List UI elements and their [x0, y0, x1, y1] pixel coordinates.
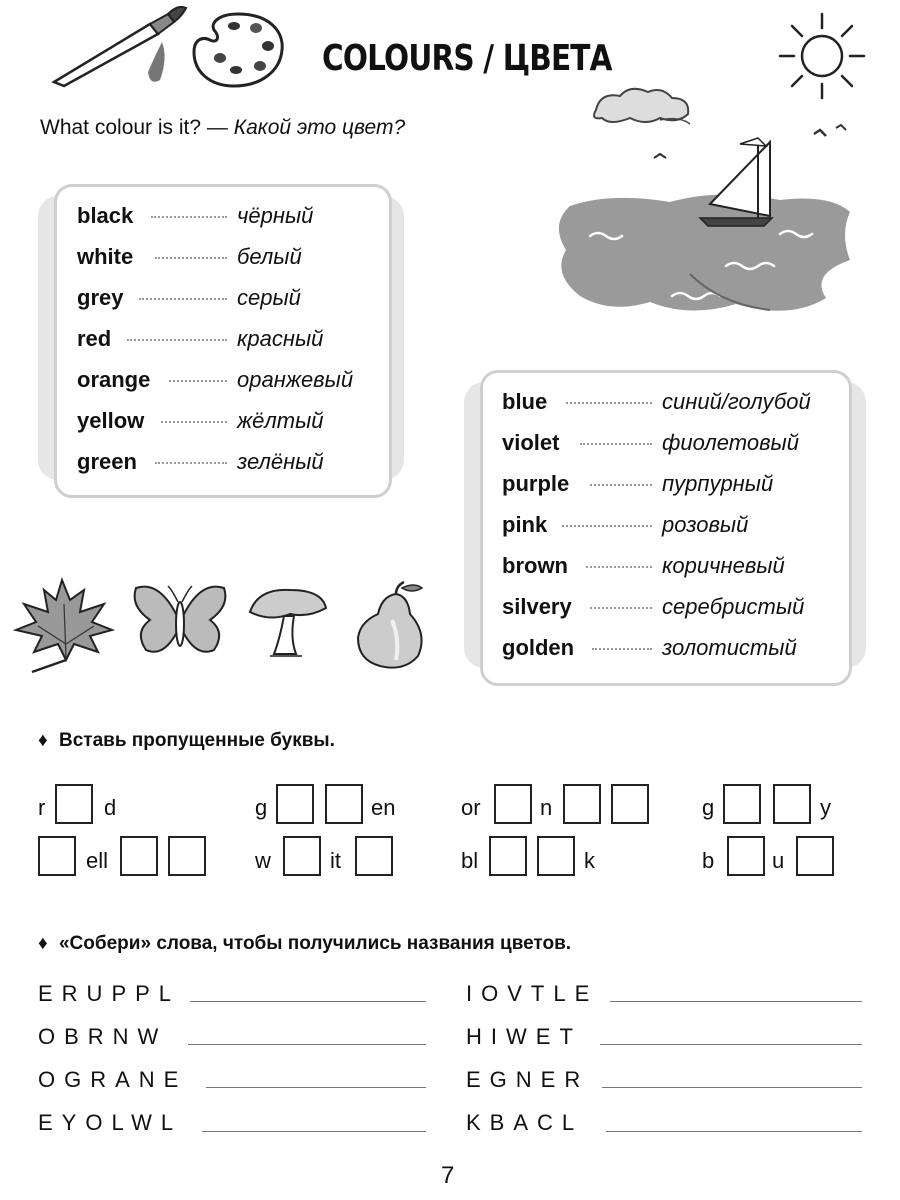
scrambled-word: EYOLWL — [38, 1110, 183, 1135]
given-letter: en — [371, 795, 396, 820]
vocab-word-ru: красный — [237, 326, 324, 351]
answer-line[interactable] — [600, 1044, 862, 1045]
answer-line[interactable] — [606, 1131, 862, 1132]
letter-box[interactable] — [120, 836, 158, 876]
given-letter: b — [702, 848, 715, 873]
vocab-row — [502, 549, 842, 583]
given-letter: y — [820, 795, 831, 820]
dotted-leader — [169, 380, 227, 382]
palette-icon — [190, 10, 286, 90]
vocab-word-en: grey — [77, 285, 124, 310]
vocab-row — [77, 404, 377, 438]
vocab-word-en: red — [77, 326, 112, 351]
dotted-leader — [127, 339, 227, 341]
letter-box[interactable] — [489, 836, 527, 876]
dotted-leader — [562, 525, 652, 527]
letter-box[interactable] — [38, 836, 76, 876]
subtitle — [40, 116, 405, 140]
letter-box[interactable] — [325, 784, 363, 824]
vocab-row — [502, 508, 842, 542]
bullet-icon: ♦ — [38, 730, 48, 751]
vocab-row — [502, 467, 842, 501]
vocab-word-ru: серый — [237, 285, 301, 310]
vocab-word-en: yellow — [77, 408, 145, 433]
vocab-word-en: pink — [502, 512, 548, 537]
scrambled-word: HIWET — [466, 1024, 582, 1049]
vocab-row — [502, 426, 842, 460]
vocab-word-en: brown — [502, 553, 568, 578]
given-letter: or — [461, 795, 481, 820]
vocab-word-en: silvery — [502, 594, 572, 619]
vocab-word-en: purple — [502, 471, 570, 496]
vocab-word-ru: оранжевый — [237, 367, 354, 392]
page-number: 7 — [441, 1162, 455, 1189]
letter-box[interactable] — [563, 784, 601, 824]
page-title: COLOURS / ЦВЕТА — [322, 38, 612, 79]
letter-box[interactable] — [611, 784, 649, 824]
scrambled-word: EGNER — [466, 1067, 590, 1092]
dotted-leader — [586, 566, 652, 568]
letter-box[interactable] — [276, 784, 314, 824]
letter-box[interactable] — [494, 784, 532, 824]
dotted-leader — [161, 421, 227, 423]
task-1-heading — [38, 730, 335, 752]
dotted-leader — [155, 257, 227, 259]
dotted-leader — [151, 216, 227, 218]
scrambled-word: OGRANE — [38, 1067, 188, 1092]
vocab-word-en: white — [77, 244, 134, 269]
vocab-row — [77, 199, 377, 233]
given-letter: bl — [461, 848, 479, 873]
vocab-word-en: blue — [502, 389, 548, 414]
answer-line[interactable] — [188, 1044, 426, 1045]
vocab-word-ru: пурпурный — [662, 471, 774, 496]
vocab-word-en: golden — [502, 635, 575, 660]
answer-line[interactable] — [202, 1131, 426, 1132]
task-1-title: Вставь пропущенные буквы. — [58, 730, 335, 751]
vocab-word-ru: фиолетовый — [662, 430, 799, 455]
letter-box[interactable] — [773, 784, 811, 824]
task-2-heading — [38, 933, 571, 955]
vocab-row — [502, 385, 842, 419]
letter-box[interactable] — [168, 836, 206, 876]
dotted-leader — [590, 484, 652, 486]
answer-line[interactable] — [602, 1087, 862, 1088]
given-letter: ell — [86, 848, 109, 873]
vocab-word-ru: золотистый — [662, 635, 797, 660]
scrambled-word: ERUPPL — [38, 981, 181, 1006]
dotted-leader — [592, 648, 652, 650]
letter-box[interactable] — [796, 836, 834, 876]
vocab-word-ru: синий/голубой — [662, 389, 811, 414]
sea-scene-illustration — [550, 84, 855, 366]
bullet-icon: ♦ — [38, 933, 48, 954]
dotted-leader — [566, 402, 652, 404]
vocab-word-ru: жёлтый — [237, 408, 324, 433]
dotted-leader — [590, 607, 652, 609]
vocab-row — [77, 281, 377, 315]
vocab-word-en: violet — [502, 430, 560, 455]
paintbrush-icon — [50, 2, 190, 88]
mushroom-icon — [244, 582, 330, 660]
given-letter: g — [702, 795, 715, 820]
vocab-word-ru: розовый — [662, 512, 749, 537]
answer-line[interactable] — [610, 1001, 862, 1002]
vocab-word-ru: зелёный — [237, 449, 324, 474]
pear-icon — [352, 580, 432, 672]
task-2-title: «Собери» слова, чтобы получились названия цветов. — [58, 933, 572, 954]
vocab-word-en: black — [77, 203, 134, 228]
vocab-word-en: orange — [77, 367, 151, 392]
given-letter: g — [255, 795, 268, 820]
given-letter: w — [255, 848, 271, 873]
given-letter: d — [104, 795, 117, 820]
vocab-row — [77, 445, 377, 479]
vocab-row — [502, 631, 842, 665]
subtitle-ru: Какой это цвет? — [233, 116, 406, 139]
dotted-leader — [155, 462, 227, 464]
letter-box[interactable] — [283, 836, 321, 876]
letter-box[interactable] — [55, 784, 93, 824]
given-letter: u — [772, 848, 785, 873]
vocab-row — [77, 240, 377, 274]
given-letter: r — [38, 795, 46, 820]
maple-leaf-icon — [8, 574, 118, 674]
scrambled-word: OBRNW — [38, 1024, 168, 1049]
vocab-row — [77, 322, 377, 356]
scrambled-word: IOVTLE — [466, 981, 599, 1006]
letter-box[interactable] — [727, 836, 765, 876]
vocab-row — [502, 590, 842, 624]
scrambled-word: KBACL — [466, 1110, 584, 1135]
vocab-word-ru: чёрный — [237, 203, 314, 228]
answer-line[interactable] — [206, 1087, 426, 1088]
letter-box[interactable] — [537, 836, 575, 876]
given-letter: it — [330, 848, 341, 873]
dotted-leader — [139, 298, 227, 300]
vocab-row — [77, 363, 377, 397]
given-letter: n — [540, 795, 553, 820]
vocab-word-en: green — [77, 449, 137, 474]
letter-box[interactable] — [723, 784, 761, 824]
letter-box[interactable] — [355, 836, 393, 876]
vocab-word-ru: белый — [237, 244, 302, 269]
vocab-word-ru: коричневый — [662, 553, 785, 578]
subtitle-en: What colour is it? — — [40, 116, 228, 139]
dotted-leader — [580, 443, 652, 445]
vocab-word-ru: серебристый — [662, 594, 805, 619]
butterfly-icon — [130, 580, 230, 662]
given-letter: k — [584, 848, 595, 873]
answer-line[interactable] — [190, 1001, 426, 1002]
